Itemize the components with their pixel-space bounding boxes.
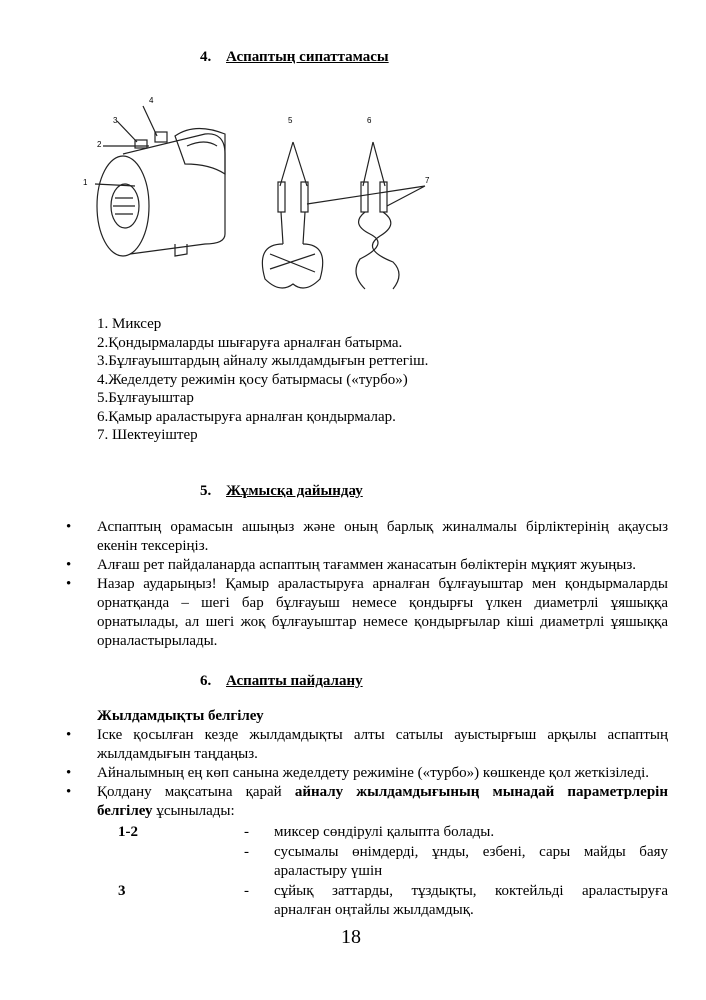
- figure-label-6: 6: [367, 116, 372, 125]
- bullet-text: Айналымның ең көп санына жеделдету режиміне («турбо») көшкенде қол жеткізіледі.: [97, 764, 650, 781]
- mixer-diagram: [75, 94, 455, 309]
- parts-list-item: 1. Миксер: [97, 316, 162, 332]
- bullet-icon: •: [66, 764, 72, 781]
- parts-list-item: 5.Бұлғауыштар: [97, 390, 194, 406]
- figure-label-3: 3: [113, 116, 118, 125]
- bullet-text: Қолдану мақсатына қарай: [97, 783, 295, 800]
- speed-value: [97, 843, 244, 881]
- section-title: Аспапты пайдалану: [226, 672, 363, 689]
- mixer-figure: [75, 94, 455, 309]
- bullet-item: [66, 726, 668, 764]
- section-title: Аспаптың сипаттамасы: [226, 49, 389, 65]
- page-number: 18: [341, 925, 361, 948]
- parts-list-item: 3.Бұлғауыштардың айналу жылдамдығын реттегіш.: [97, 353, 429, 369]
- bullet-item: [66, 575, 668, 651]
- section-number: 5.: [200, 482, 212, 499]
- section-number: 4.: [200, 49, 212, 65]
- subheading: Жылдамдықты белгілеу: [97, 707, 264, 724]
- bullet-text: Аспаптың орамасын ашыңыз және оның барлық жиналмалы бірліктерінің ақаусыз екенін тексеріңіз.: [97, 518, 668, 554]
- section-number: 6.: [200, 672, 212, 689]
- speed-table: [97, 823, 668, 920]
- bullet-text: Назар аударыңыз! Қамыр араластыруға арналған бұлғауыштар мен қондырмаларды орнатқанда – шегі бар бұлғауыш немесе қондырғы үлкен диаметрлі ұяшыққа орнатылады, ал шегі жоқ бұлғауыштар немесе қондырғылар кіші диаметрлі ұяшыққа орналастырылады.: [97, 575, 668, 649]
- figure-label-7: 7: [425, 176, 430, 185]
- bullet-item: [66, 783, 668, 821]
- bullet-icon: •: [66, 783, 72, 800]
- speed-description: миксер сөндірулі қалыпта болады.: [274, 823, 495, 840]
- speed-dash: -: [244, 882, 249, 899]
- bullet-item: [66, 556, 668, 575]
- section-5-bullets: [66, 518, 668, 651]
- section-title: Жұмысқа дайындау: [226, 482, 363, 499]
- parts-list-item: 2.Қондырмаларды шығаруға арналған батырма.: [97, 334, 403, 351]
- speed-value: 1-2: [118, 823, 138, 840]
- bullet-icon: •: [66, 556, 72, 573]
- bullet-icon: •: [66, 518, 72, 535]
- figure-label-1: 1: [83, 178, 88, 187]
- section-6-body: [66, 707, 668, 920]
- figure-label-5: 5: [288, 116, 293, 125]
- bullet-text: Іске қосылған кезде жылдамдықты алты сатылы ауыстырғыш арқылы аспаптың жылдамдығын таңдаңыз.: [97, 726, 668, 762]
- bullet-item: [66, 518, 668, 556]
- parts-list: [97, 315, 668, 445]
- speed-dash: -: [244, 843, 249, 860]
- speed-description: сұйық заттарды, тұздықты, коктейльді араластыруға арналған оңтайлы жылдамдық.: [274, 882, 668, 918]
- section-4-heading: [200, 49, 706, 66]
- parts-list-item: 7. Шектеуіштер: [97, 427, 198, 443]
- parts-list-item: 4.Жеделдету режимін қосу батырмасы («турбо»): [97, 371, 408, 388]
- parts-list-item: 6.Қамыр араластыруға арналған қондырмалар.: [97, 408, 396, 425]
- bullet-bold-text: айналу жылдамдығының мынадай параметрлерін белгілеу: [97, 783, 668, 819]
- bullet-item: [66, 764, 668, 783]
- section-6-heading: [200, 673, 706, 690]
- figure-label-2: 2: [97, 140, 102, 149]
- speed-description: сусымалы өнімдерді, ұнды, езбені, сары майды баяу араластыру үшін: [274, 843, 668, 879]
- speed-value: 3: [118, 882, 126, 899]
- section-5-heading: [200, 483, 706, 500]
- figure-label-4: 4: [149, 96, 154, 105]
- bullet-icon: •: [66, 726, 72, 743]
- speed-dash: -: [244, 823, 249, 840]
- bullet-icon: •: [66, 575, 72, 592]
- bullet-text: ұсынылады:: [152, 802, 235, 819]
- bullet-text: Алғаш рет пайдаланарда аспаптың тағаммен жанасатын бөліктерін мұқият жуыңыз.: [97, 556, 637, 573]
